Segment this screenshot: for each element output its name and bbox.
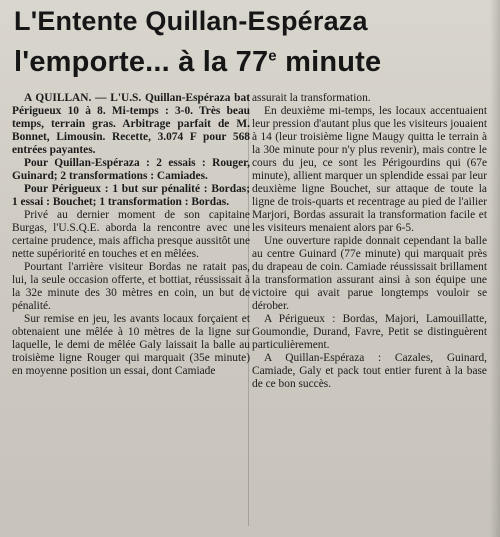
article-column-right bbox=[252, 92, 487, 391]
headline-line-2-text: l'emporte... à la 77 bbox=[14, 46, 269, 78]
article-paragraph: En deuxième mi-temps, les locaux accentuaient leur pression d'autant plus que les visiteurs jouaient à 14 (leur troisième ligne Maugy quitta le terrain à la 30e minute pour n'y plus revenir), mais contre le cours du jeu, ce sont les Périgourdins qui (67e minute), allient marquer un splendide essai par leur deuxième ligne Bouchet, sur attaque de toute la ligne de trois-quarts et recentrage au pied de l'ailier Marjori, Bordas assurait la transformation facile et les visiteurs menaient alors par 6-5. bbox=[252, 105, 487, 234]
article-paragraph: A Périgueux : Bordas, Majori, Lamouillatte, Goumondie, Durand, Favre, Petit se distinguèrent particulièrement. bbox=[252, 313, 487, 351]
headline-line-1 bbox=[14, 6, 484, 37]
article-column-left bbox=[12, 92, 250, 378]
headline-superscript: e bbox=[268, 47, 277, 65]
scorers-quillan: Pour Quillan-Espéraza : 2 essais : Rouger, Guinard; 2 transformations : Camiades. bbox=[12, 157, 250, 182]
headline-line-1-text: L'Entente Quillan-Espéraza bbox=[14, 6, 368, 36]
article-paragraph: A Quillan-Espéraza : Cazales, Guinard, Camiade, Galy et pack tout entier furent à la base de ce bon succès. bbox=[252, 352, 487, 390]
article-paragraph: Pourtant l'arrière visiteur Bordas ne ratait pas, lui, la seule occasion offerte, et bottiat, réussissait à la 32e minute des 30 mètres en coin, un but de pénalité. bbox=[12, 261, 250, 312]
article-paragraph: Sur remise en jeu, les avants locaux forçaient et obtenaient une mêlée à 10 mètres de la ligne sur laquelle, le demi de mêlée Galy laissait la balle au troisième ligne Rouger qui marquait (35e minute) en moyenne position un essai, dont Camiade bbox=[12, 313, 250, 377]
article-paragraph: Une ouverture rapide donnait cependant la balle au centre Guinard (77e minute) qui marquait près du drapeau de coin. Camiade réussissait brillament la transformation assurant ainsi à son équipe une victoire qui avait parue longtemps vouloir se dérober. bbox=[252, 235, 487, 312]
article-paragraph: Privé au dernier moment de son capitaine Burgas, l'U.S.Q.E. aborda la rencontre avec une certaine prudence, mais afficha presque aussitôt une nette supériorité en touches et en mêlées. bbox=[12, 209, 250, 260]
article-paragraph: assurait la transformation. bbox=[252, 92, 371, 104]
scorers-perigueux: Pour Périgueux : 1 but sur pénalité : Bordas; 1 essai : Bouchet; 1 transformation : Bordas. bbox=[12, 183, 250, 208]
match-summary: A QUILLAN. — L'U.S. Quillan-Espéraza bat Périgueux 10 à 8. Mi-temps : 3-0. Très beau temps, terrain gras. Arbitrage parfait de M. Bonnet, Limousin. Recette, 3.074 F pour 568 entrées payantes. bbox=[12, 92, 250, 156]
page-edge-shadow bbox=[490, 0, 500, 537]
headline-line-2 bbox=[14, 46, 484, 79]
headline-line-2-end: minute bbox=[276, 46, 382, 78]
